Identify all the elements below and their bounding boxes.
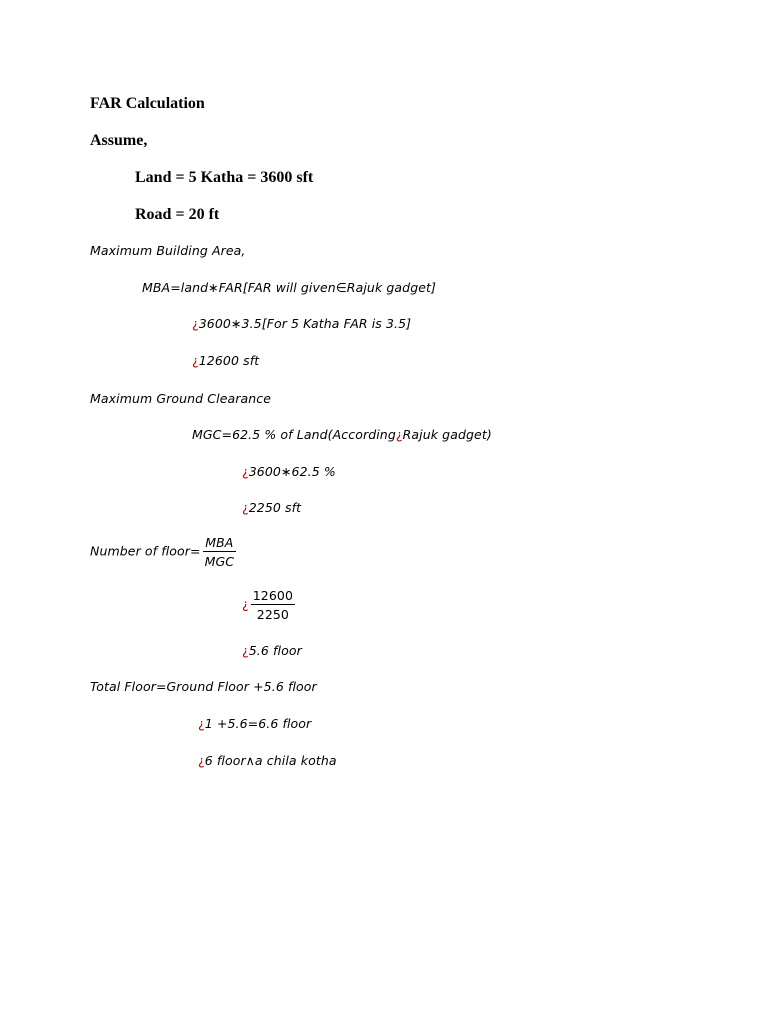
assume-label: Assume,: [90, 132, 148, 149]
mgc-step2: 2250 sft: [248, 500, 302, 515]
mgc-formula-part1: MGC=62.5 % of Land(According: [192, 427, 396, 442]
mgc-step2-line: [242, 500, 301, 515]
total-step2-line: [198, 753, 337, 768]
placeholder-glyph: ¿: [242, 464, 249, 479]
fraction-numerator: 12600: [252, 588, 294, 603]
fraction-denominator: 2250: [256, 607, 289, 622]
fraction-numerator: MBA: [203, 535, 237, 552]
mba-step1: 3600∗3.5[For 5 Katha FAR is 3.5]: [198, 316, 412, 331]
floor-step2: 5.6 floor: [248, 643, 302, 658]
total-floor-formula: Total Floor=Ground Floor +5.6 floor: [90, 679, 317, 694]
document-title: FAR Calculation: [90, 95, 205, 112]
floor-step1-line: [242, 588, 295, 622]
placeholder-glyph: ¿: [198, 753, 205, 768]
floor-formula-line: [90, 535, 236, 569]
fraction-denominator: MGC: [204, 554, 235, 569]
placeholder-glyph: ¿: [395, 427, 403, 442]
mba-formula: MBA=land∗FAR[FAR will given∈Rajuk gadget]: [142, 280, 436, 295]
total-step2: 6 floor∧a chila kotha: [204, 753, 337, 768]
placeholder-glyph: ¿: [242, 500, 249, 515]
placeholder-glyph: ¿: [242, 596, 249, 612]
mgc-formula-part2: Rajuk gadget): [402, 427, 492, 442]
mgc-step1: 3600∗62.5 %: [248, 464, 336, 479]
total-step1-line: [198, 716, 311, 731]
mgc-heading: Maximum Ground Clearance: [90, 391, 272, 406]
mgc-formula-line: [192, 427, 492, 442]
mba-over-mgc-fraction: [203, 535, 237, 569]
placeholder-glyph: ¿: [198, 716, 205, 731]
mba-step2-line: [192, 353, 259, 368]
mba-step1-line: [192, 316, 411, 331]
assumption-land: Land = 5 Katha = 3600 sft: [135, 169, 314, 186]
floor-label: Number of floor=: [90, 543, 201, 559]
floor-step2-line: [242, 643, 302, 658]
total-step1: 1 +5.6=6.6 floor: [204, 716, 312, 731]
placeholder-glyph: ¿: [192, 353, 199, 368]
assumption-road: Road = 20 ft: [135, 206, 220, 223]
mgc-step1-line: [242, 464, 336, 479]
mba-heading: Maximum Building Area,: [90, 243, 246, 258]
numeric-fraction: [251, 588, 295, 622]
mba-step2: 12600 sft: [198, 353, 260, 368]
placeholder-glyph: ¿: [242, 643, 249, 658]
placeholder-glyph: ¿: [192, 316, 199, 331]
